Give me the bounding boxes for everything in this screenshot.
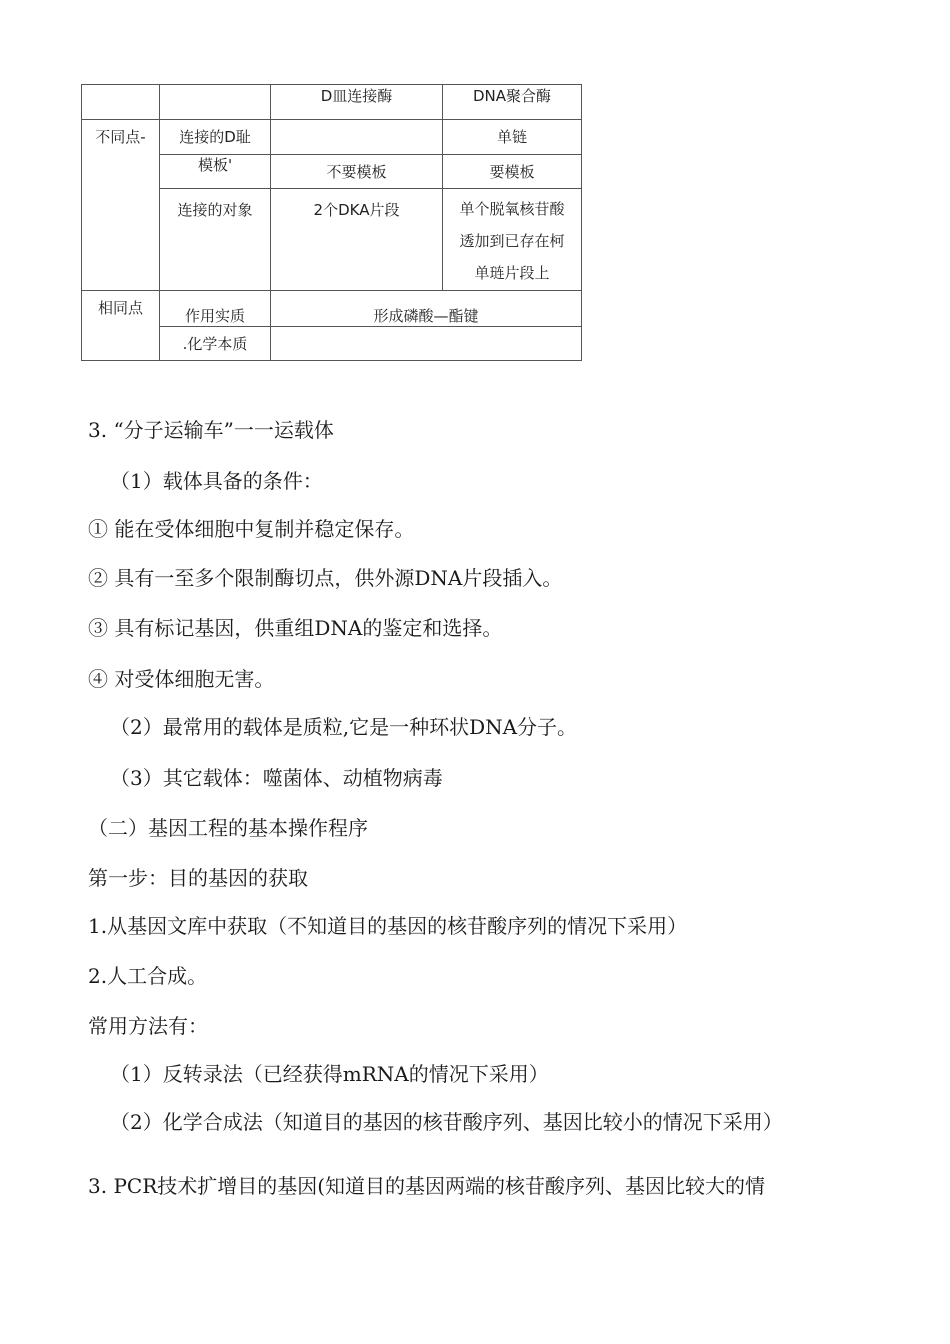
paragraph-line: （3）其它载体：噬菌体、动植物病毒 — [110, 766, 443, 790]
row-label-cell — [160, 327, 271, 361]
table-header-row — [82, 85, 582, 120]
same-label-cell — [82, 291, 160, 361]
row-label-cell — [160, 155, 271, 189]
row-label-essence: 作用实质 — [184, 307, 245, 325]
ligase-template-value: 不要模板 — [326, 163, 387, 181]
paragraph-line: （2）最常用的载体是质粒,它是一种环状DNA分子。 — [110, 715, 578, 739]
polymerase-cell — [443, 155, 582, 189]
polymerase-object-lines — [443, 189, 581, 289]
polymerase-template-value: 要模板 — [489, 163, 535, 181]
ligase-object-value: 2个DKA片段 — [313, 201, 400, 219]
section-heading-vector: 3. “分子运输车”一一运载体 — [88, 418, 334, 442]
same-label: 相同点 — [97, 299, 143, 317]
chem-value-cell — [271, 327, 582, 361]
paragraph-line: ③ 具有标记基因，供重组DNA的鉴定和选择。 — [88, 616, 503, 640]
paragraph-line: （1）反转录法（已经获得mRNA的情况下采用） — [110, 1062, 549, 1086]
polymerase-object-line: 单琏片段上 — [474, 264, 550, 282]
polymerase-object-line: 透加到已存在柯 — [459, 232, 565, 250]
paragraph-line: （1）载体具备的条件： — [110, 469, 323, 493]
enzyme-comparison-table — [81, 84, 582, 361]
ligase-dna-value — [271, 120, 442, 126]
diff-label: 不同点- — [95, 128, 146, 146]
row-label-dna: 连接的D耻 — [179, 128, 251, 146]
table-row — [82, 120, 582, 155]
header-cell-empty-2 — [160, 85, 271, 120]
ligase-cell — [271, 189, 443, 291]
section-heading-procedure: （二）基因工程的基本操作程序 — [88, 816, 368, 840]
header-cell-polymerase: DNA聚合酶 — [443, 85, 582, 120]
comparison-table-container — [81, 84, 582, 361]
row-label-cell — [160, 120, 271, 155]
paragraph-line: ② 具有一至多个限制酶切点，供外源DNA片段插入。 — [88, 566, 563, 590]
row-label-chem: .化学本质 — [182, 335, 248, 353]
paragraph-line: ④ 对受体细胞无害。 — [88, 667, 275, 691]
polymerase-cell — [443, 120, 582, 155]
row-label-cell — [160, 189, 271, 291]
essence-value: 形成磷酸—酯键 — [373, 307, 479, 325]
paragraph-line: ① 能在受体细胞中复制并稳定保存。 — [88, 517, 415, 541]
paragraph-line: 1.从基因文库中获取（不知道目的基因的核苷酸序列的情况下采用） — [88, 914, 688, 938]
essence-value-cell — [271, 291, 582, 327]
diff-label-cell — [82, 120, 160, 291]
row-label-template: 模板' — [197, 156, 233, 174]
polymerase-dna-value: 单链 — [496, 128, 527, 146]
paragraph-line: 2.人工合成。 — [88, 964, 208, 988]
header-cell-ligase: D皿连接酶 — [271, 85, 443, 120]
ligase-cell — [271, 155, 443, 189]
paragraph-line: 3. PCR技术扩增目的基因(知道目的基因两端的核苷酸序列、基因比较大的情 — [88, 1174, 766, 1198]
paragraph-line: 第一步：目的基因的获取 — [88, 866, 308, 890]
header-cell-empty-1 — [82, 85, 160, 120]
paragraph-line: （2）化学合成法（知道目的基因的核苷酸序列、基因比较小的情况下采用） — [110, 1110, 783, 1134]
paragraph-line: 常用方法有： — [88, 1014, 208, 1038]
polymerase-object-line: 单个脱氧核苷酸 — [459, 200, 565, 218]
polymerase-cell — [443, 189, 582, 291]
row-label-object: 连接的对象 — [177, 201, 253, 219]
ligase-cell — [271, 120, 443, 155]
row-label-cell — [160, 291, 271, 327]
chem-value — [271, 327, 581, 333]
table-row — [82, 291, 582, 327]
